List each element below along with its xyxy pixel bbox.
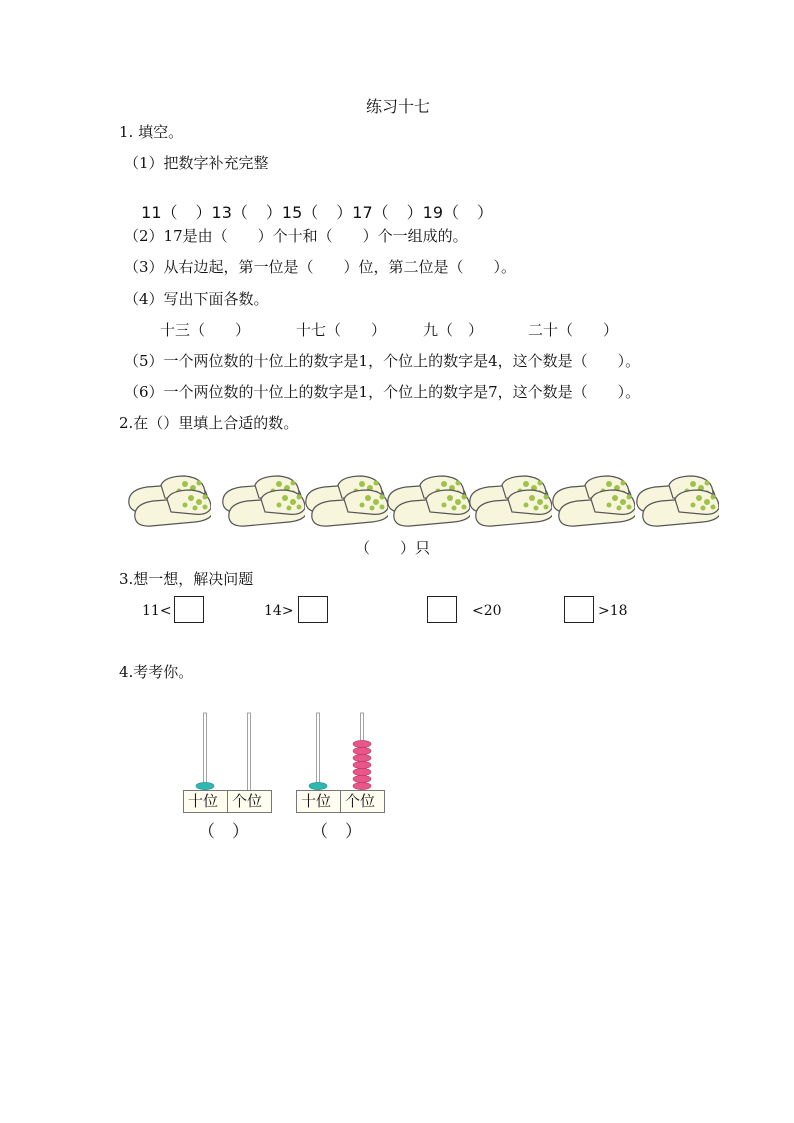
q3-answer-box-1[interactable] [174,596,204,623]
q3-heading: 3.想一想，解决问题 [119,570,254,588]
slipper-pair-6 [549,470,635,532]
abacus-2-tens-label: 十位 [301,792,332,810]
q1-part3: （3）从右边起，第一位是（ ）位，第二位是（ ）。 [124,258,517,276]
slipper-pair-3 [302,470,388,532]
q1-heading: 1. 填空。 [119,123,184,141]
q1-part6: （6）一个两位数的十位上的数字是1，个位上的数字是7，这个数是（ ）。 [124,383,641,401]
q1-number-sequence [131,189,493,221]
q3-item-3-text: <20 [472,603,502,619]
q1-part4-item-2: 十七（ ） [296,321,387,339]
q3-item-1-text: 11< [142,603,172,619]
seq-19: ）19（ [406,203,460,222]
q2-heading: 2.在（）里填上合适的数。 [119,414,299,432]
seq-17: ）17（ [336,203,389,222]
q3-answer-box-4[interactable] [564,596,594,623]
slipper-pair-4 [384,470,470,532]
q1-part4-item-4: 二十（ ） [528,321,619,339]
slipper-pair-5 [466,470,552,532]
slipper-pair-2 [219,470,305,532]
abacus-1-ones-label: 个位 [232,792,263,810]
q1-part1-label: （1）把数字补充完整 [124,154,269,172]
seq-15: ）15（ [265,203,319,222]
q3-answer-box-3[interactable] [427,596,457,623]
q3-item-2-text: 14> [264,603,294,619]
abacus-2-answer: （ ） [311,822,362,842]
abacus-1-answer: （ ） [198,822,249,842]
q4-heading: 4.考考你。 [119,663,194,681]
q1-part4-item-1: 十三（ ） [160,321,251,339]
page-title: 练习十七 [366,97,431,116]
slipper-pair-1 [125,470,211,532]
abacus-1-tens-label: 十位 [188,792,219,810]
q1-part2: （2）17是由（ ）个十和（ ）个一组成的。 [124,227,468,245]
q1-part4-label: （4）写出下面各数。 [124,290,269,308]
abacus-1 [183,710,273,819]
abacus-2-ones-label: 个位 [345,792,376,810]
abacus-2 [296,710,386,819]
seq-13: ）13（ [195,203,248,222]
q3-answer-box-2[interactable] [298,596,328,623]
seq-11: 11（ [141,203,178,222]
seq-end: ） [477,203,494,222]
q1-part5: （5）一个两位数的十位上的数字是1，个位上的数字是4，这个数是（ ）。 [124,352,641,370]
q3-item-4-text: >18 [598,603,628,619]
q1-part4-item-3: 九（ ） [423,321,484,339]
slipper-pair-7 [633,470,719,532]
q2-answer: （ ）只 [355,539,431,557]
